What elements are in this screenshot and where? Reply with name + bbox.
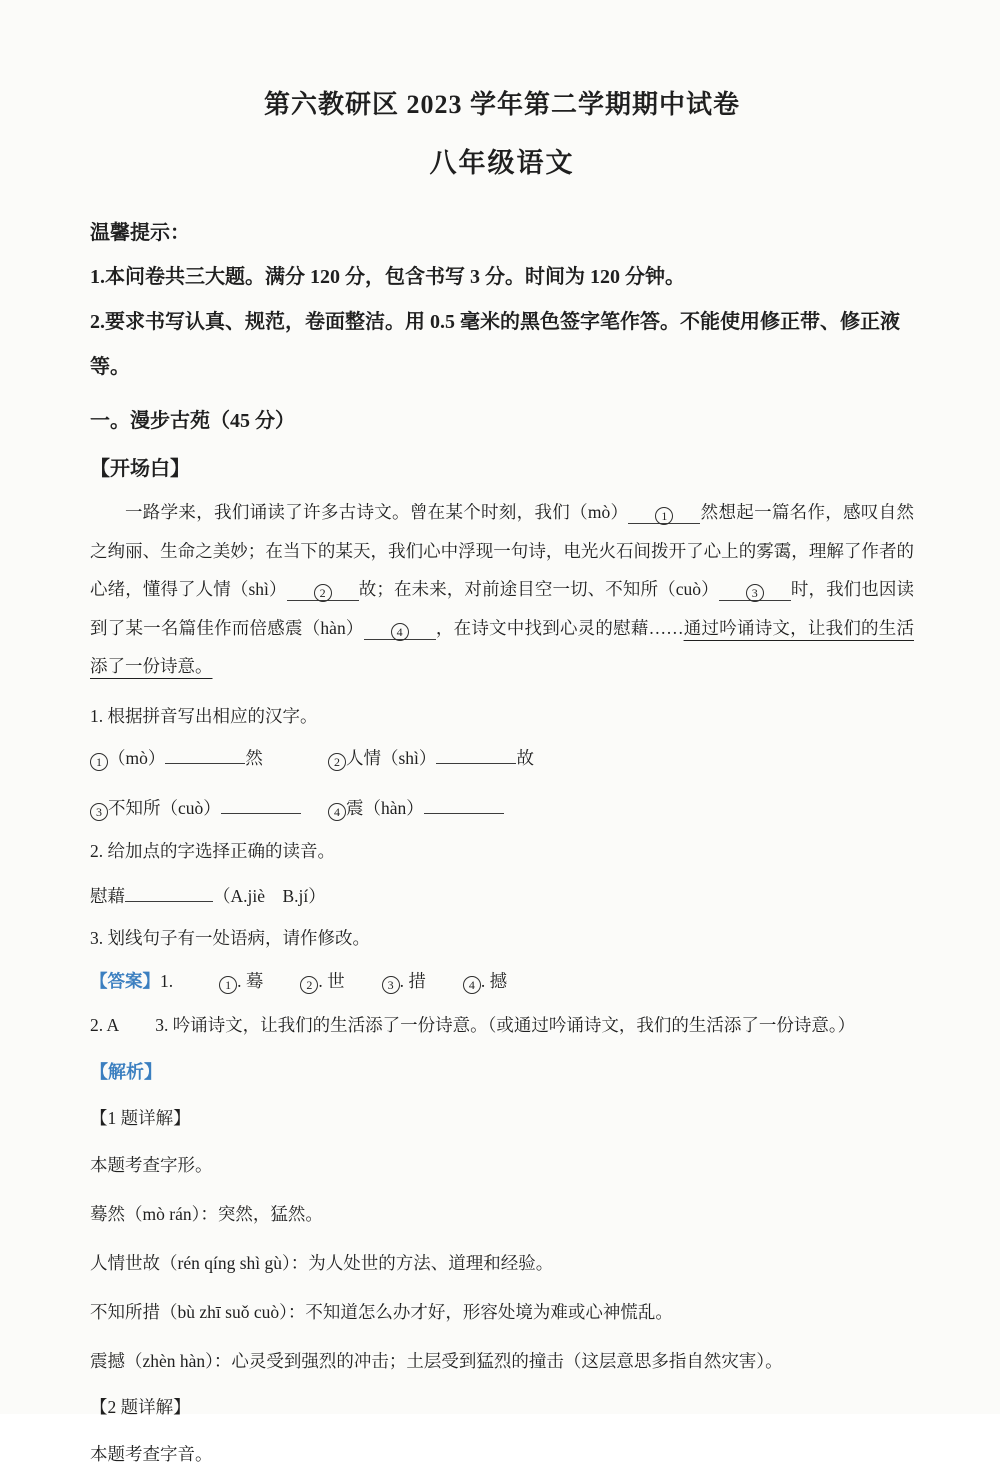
answer-label: 【答案】 <box>90 970 160 991</box>
circled-number-icon: 3 <box>90 803 108 821</box>
circled-number-4: 4 <box>391 623 409 641</box>
fill-blank <box>436 742 516 764</box>
question-3: 3. 划线句子有一处语病，请作修改。 <box>90 927 370 948</box>
answer-item-1 <box>219 971 263 991</box>
opening-label: 【开场白】 <box>90 458 190 480</box>
answer-3-text: 3. 吟诵诗文，让我们的生活添了一份诗意。（或通过吟诵诗文，我们的生活添了一份诗意。） <box>155 1014 856 1035</box>
question-1: 1. 根据拼音写出相应的汉字。 <box>90 705 318 726</box>
fill-item-pre: 不知所（cuò） <box>108 797 221 818</box>
passage-paragraph <box>90 493 914 686</box>
answer-item-text: . 措 <box>399 970 426 991</box>
answer-item-text: . 蓦 <box>237 970 264 991</box>
circled-number-icon: 3 <box>382 976 400 994</box>
fill-blank <box>221 792 301 814</box>
detail-1-heading: 【1 题详解】 <box>90 1107 191 1128</box>
fill-item-pre: 震（hàn） <box>346 797 424 818</box>
fill-item-1 <box>90 742 328 771</box>
doc-subtitle: 八年级语文 <box>429 148 575 178</box>
circled-number-1: 1 <box>655 507 673 525</box>
fill-item-pre: 人情（shì） <box>346 747 437 768</box>
circled-number-icon: 1 <box>219 976 237 994</box>
circled-number-icon: 2 <box>300 976 318 994</box>
answer-item-2 <box>300 971 344 991</box>
fill-item-pre: （mò） <box>108 747 166 768</box>
question-2-answer-line <box>90 880 914 908</box>
answer-item-text: . 世 <box>318 970 345 991</box>
question-1-fill-grid <box>90 742 914 821</box>
answer-line-1 <box>90 968 914 994</box>
fill-blank <box>424 792 504 814</box>
answer-1-number: 1. <box>160 970 174 991</box>
explanation-line: 不知所措（bù zhī suǒ cuò）：不知道怎么办才好，形容处境为难或心神慌乱。 <box>90 1301 673 1322</box>
fill-item-post: 然 <box>245 747 263 768</box>
underlined-clause: 通过吟诵诗文，让我们的生活添了一份诗意。 <box>90 617 915 676</box>
analysis-label: 【解析】 <box>90 1061 162 1082</box>
answer-line-2 <box>90 1012 914 1037</box>
dotted-word: 慰藉 <box>90 885 125 906</box>
circled-number-icon: 1 <box>90 753 108 771</box>
fill-item-3 <box>90 792 328 821</box>
notice-heading: 温馨提示： <box>90 222 190 244</box>
notice-line-2-continuation: 等。 <box>90 356 130 378</box>
explanation-line: 本题考查字音。 <box>90 1443 213 1464</box>
fill-item-post: 故 <box>516 747 534 768</box>
doc-title: 第六教研区 2023 学年第二学期期中试卷 <box>263 90 740 119</box>
answer-blank <box>125 880 213 902</box>
circled-number-icon: 4 <box>328 803 346 821</box>
passage-seg-2: 然想起一篇名作，感叹自然之绚丽、生命之美妙；在当下的某天，我们心中浮现一句诗，电光火石间拨开了心上的雾霭，理解了作者的心绪，懂得了人情（shì） <box>90 502 914 599</box>
detail-2-heading: 【2 题详解】 <box>90 1396 191 1417</box>
circled-number-3: 3 <box>746 584 764 602</box>
circled-number-icon: 4 <box>463 976 481 994</box>
inline-blank-2 <box>287 579 359 601</box>
answer-item-3 <box>382 971 426 991</box>
circled-number-2: 2 <box>314 584 332 602</box>
explanation-line: 本题考查字形。 <box>90 1154 213 1175</box>
fill-item-4 <box>328 792 914 821</box>
passage-seg-4: 时，我们也因读到了某一名篇佳作而倍感震（hàn） <box>90 579 915 638</box>
passage-seg-5: ，在诗文中找到心灵的慰藉…… <box>435 617 684 638</box>
answer-2-text: 2. A <box>90 1014 120 1035</box>
inline-blank-3 <box>719 579 791 601</box>
question-2: 2. 给加点的字选择正确的读音。 <box>90 840 335 861</box>
section-heading: 一。漫步古苑（45 分） <box>90 410 295 432</box>
option-text: （A.jiè B.jí） <box>213 885 326 906</box>
inline-blank-4 <box>364 618 436 640</box>
answer-item-4 <box>463 971 507 991</box>
answer-item-text: . 撼 <box>480 970 508 991</box>
explanation-line: 人情世故（rén qíng shì gù）：为人处世的方法、道理和经验。 <box>90 1252 554 1273</box>
passage-seg-3: 故；在未来，对前途目空一切、不知所（cuò） <box>358 579 719 599</box>
fill-blank <box>165 742 245 764</box>
inline-blank-1 <box>628 502 700 524</box>
fill-item-2 <box>328 742 914 771</box>
notice-line-1: 1.本问卷共三大题。满分 120 分，包含书写 3 分。时间为 120 分钟。 <box>90 266 685 288</box>
passage-seg-1: 一路学来，我们诵读了许多古诗文。曾在某个时刻，我们（mò） <box>125 502 629 522</box>
explanation-line: 蓦然（mò rán）：突然，猛然。 <box>90 1203 323 1224</box>
circled-number-icon: 2 <box>328 753 346 771</box>
notice-line-2: 2.要求书写认真、规范，卷面整洁。用 0.5 毫米的黑色签字笔作答。不能使用修正带、修正液 <box>90 311 900 333</box>
explanation-line: 震撼（zhèn hàn）：心灵受到强烈的冲击；土层受到猛烈的撞击（这层意思多指自然灾害）。 <box>90 1350 783 1371</box>
